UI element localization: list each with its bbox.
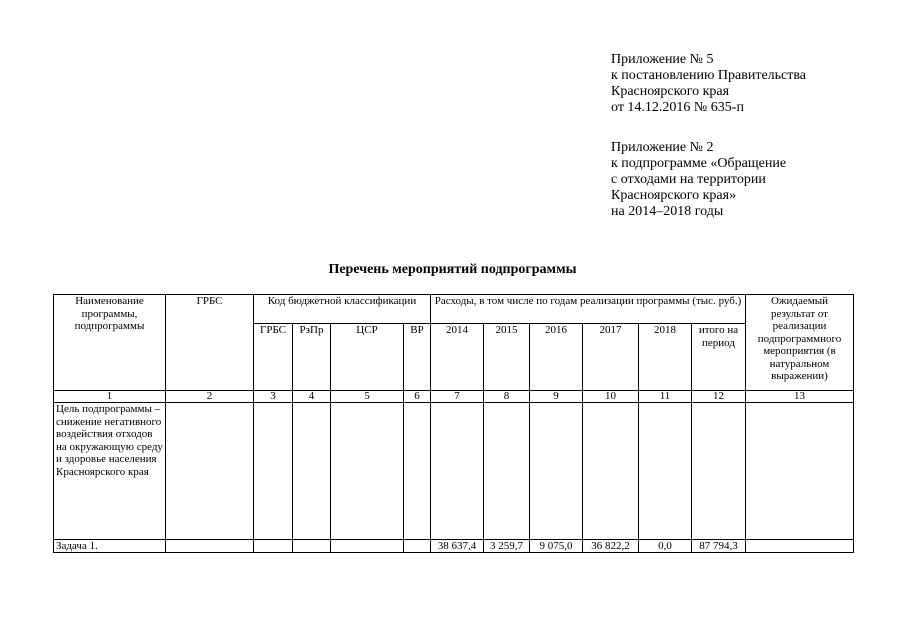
table-cell [404, 540, 431, 553]
column-number: 11 [639, 391, 692, 403]
appendix-line: на 2014–2018 годы [611, 204, 724, 219]
task-value-2018: 0,0 [639, 540, 692, 553]
subheader-csr: ЦСР [331, 324, 404, 391]
header-expected-result: Ожидаемый результат от реализации подпрограммного мероприятия (в натуральном выражении) [746, 295, 854, 391]
column-numbers-row [54, 391, 854, 403]
table-cell [254, 540, 293, 553]
column-number: 13 [746, 391, 854, 403]
column-number: 8 [484, 391, 530, 403]
subheader-total: итого на период [692, 324, 746, 391]
header-grbs: ГРБС [166, 295, 254, 391]
header-budget-code: Код бюджетной классификации [254, 295, 431, 324]
table-cell [484, 403, 530, 540]
header-expenses: Расходы, в том числе по годам реализации программы (тыс. руб.) [431, 295, 746, 324]
table-cell [166, 403, 254, 540]
subheader-2018: 2018 [639, 324, 692, 391]
events-table [53, 294, 854, 553]
task-value-2015: 3 259,7 [484, 540, 530, 553]
table-cell [639, 403, 692, 540]
subheader-rzpr: РзПр [293, 324, 331, 391]
appendix-line: Красноярского края [611, 84, 730, 99]
column-number: 10 [583, 391, 639, 403]
appendix-5-header [611, 52, 871, 116]
appendix-line: Красноярского края» [611, 188, 737, 203]
table-cell [254, 403, 293, 540]
table-cell [746, 540, 854, 553]
subheader-2017: 2017 [583, 324, 639, 391]
appendix-line: к подпрограмме «Обращение [611, 156, 787, 171]
document-title: Перечень мероприятий подпрограммы [328, 262, 577, 277]
column-number: 1 [54, 391, 166, 403]
column-number: 3 [254, 391, 293, 403]
column-number: 5 [331, 391, 404, 403]
table-cell [404, 403, 431, 540]
goal-text: Цель подпрограммы – снижение негативного воздействия отходов на окружающую среду и здоровье населения Красноярского края [54, 403, 166, 540]
column-number: 6 [404, 391, 431, 403]
subheader-2014: 2014 [431, 324, 484, 391]
appendix-line: от 14.12.2016 № 635-п [611, 100, 744, 115]
table-cell [331, 403, 404, 540]
column-number: 9 [530, 391, 583, 403]
column-number: 4 [293, 391, 331, 403]
table-cell [331, 540, 404, 553]
subheader-grbs: ГРБС [254, 324, 293, 391]
table-cell [293, 540, 331, 553]
table-cell [166, 540, 254, 553]
task-value-2016: 9 075,0 [530, 540, 583, 553]
appendix-line: с отходами на территории [611, 172, 766, 187]
goal-row [54, 403, 854, 540]
appendix-2-header [611, 140, 871, 220]
task-name: Задача 1. [54, 540, 166, 553]
task-value-2014: 38 637,4 [431, 540, 484, 553]
table-cell [293, 403, 331, 540]
table-cell [583, 403, 639, 540]
table-cell [692, 403, 746, 540]
task-value-2017: 36 822,2 [583, 540, 639, 553]
subheader-2015: 2015 [484, 324, 530, 391]
table-cell [746, 403, 854, 540]
appendix-line: Приложение № 5 [611, 52, 714, 67]
subheader-2016: 2016 [530, 324, 583, 391]
task-value-total: 87 794,3 [692, 540, 746, 553]
task-row [54, 540, 854, 553]
header-name: Наименование программы, подпрограммы [54, 295, 166, 391]
table-cell [431, 403, 484, 540]
table-cell [530, 403, 583, 540]
subheader-vr: ВР [404, 324, 431, 391]
column-number: 2 [166, 391, 254, 403]
column-number: 7 [431, 391, 484, 403]
appendix-line: Приложение № 2 [611, 140, 714, 155]
column-number: 12 [692, 391, 746, 403]
header-row [54, 295, 854, 324]
appendix-line: к постановлению Правительства [611, 68, 807, 83]
